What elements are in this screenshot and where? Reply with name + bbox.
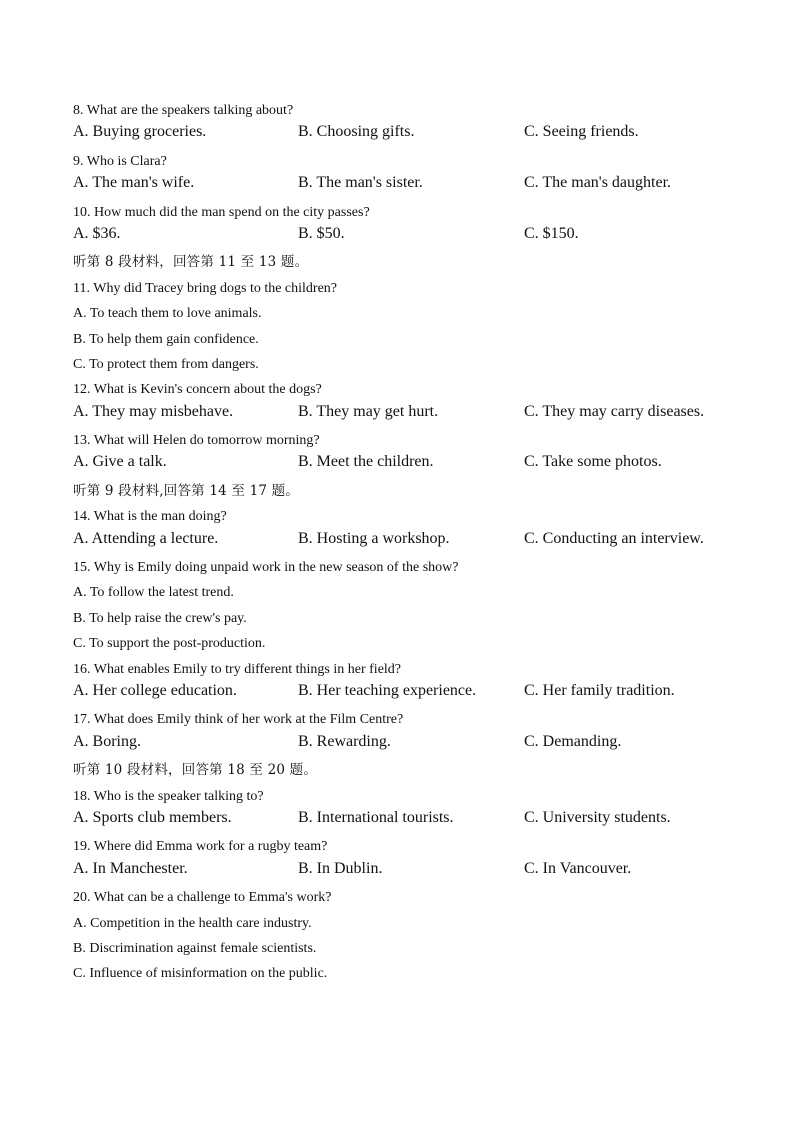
option-c: C. To protect them from dangers. [73, 356, 259, 372]
option-b: B. Choosing gifts. [298, 123, 415, 141]
options-row-q12 [73, 403, 753, 428]
option-c: C. Her family tradition. [524, 681, 675, 699]
option-b: B. Discrimination against female scientists. [73, 940, 317, 956]
options-row-q8 [73, 123, 753, 148]
section-header-9: 听第 9 段材料,回答第 14 至 17 题。 [73, 482, 300, 499]
question-10: 10. How much did the man spend on the city passes? [73, 204, 370, 220]
option-b: B. Hosting a workshop. [298, 529, 450, 547]
option-a: A. To follow the latest trend. [73, 585, 234, 601]
option-c: C. Conducting an interview. [524, 529, 704, 547]
options-row-q17 [73, 733, 753, 758]
option-c: C. $150. [524, 224, 579, 242]
section-header-10: 听第 10 段材料，回答第 18 至 20 题。 [73, 762, 318, 779]
option-b: B. To help them gain confidence. [73, 331, 259, 347]
option-c: C. Seeing friends. [524, 123, 639, 141]
option-c: C. To support the post-production. [73, 636, 266, 652]
question-20: 20. What can be a challenge to Emma's work? [73, 890, 332, 906]
question-16: 16. What enables Emily to try different things in her field? [73, 661, 402, 677]
option-b: B. To help raise the crew's pay. [73, 610, 247, 626]
option-b: B. Meet the children. [298, 453, 434, 471]
options-row-q14 [73, 530, 753, 555]
question-11: 11. Why did Tracey bring dogs to the children? [73, 280, 338, 296]
option-b: B. Her teaching experience. [298, 681, 477, 699]
option-a: A. Her college education. [73, 681, 237, 699]
option-a: A. In Manchester. [73, 859, 188, 877]
question-14: 14. What is the man doing? [73, 509, 227, 525]
option-a: A. Sports club members. [73, 808, 232, 826]
question-19: 19. Where did Emma work for a rugby team? [73, 839, 328, 855]
question-12: 12. What is Kevin's concern about the dogs? [73, 382, 322, 398]
question-17: 17. What does Emily think of her work at the Film Centre? [73, 712, 404, 728]
option-a: A. Boring. [73, 732, 141, 750]
option-b: B. International tourists. [298, 808, 454, 826]
options-row-q16 [73, 682, 753, 707]
option-a: A. Competition in the health care industry. [73, 915, 312, 931]
option-c: C. In Vancouver. [524, 859, 632, 877]
question-9: 9. Who is Clara? [73, 153, 167, 169]
option-c: C. Influence of misinformation on the public. [73, 966, 328, 982]
question-15: 15. Why is Emily doing unpaid work in the new season of the show? [73, 560, 459, 576]
option-a: A. Attending a lecture. [73, 529, 219, 547]
options-row-q13 [73, 453, 753, 478]
option-a: A. They may misbehave. [73, 402, 234, 420]
option-b: B. They may get hurt. [298, 402, 439, 420]
option-a: A. Buying groceries. [73, 123, 207, 141]
options-row-q10 [73, 225, 753, 250]
option-c: C. Demanding. [524, 732, 622, 750]
option-b: B. Rewarding. [298, 732, 391, 750]
options-row-q9 [73, 174, 753, 199]
option-a: A. To teach them to love animals. [73, 306, 262, 322]
option-b: B. The man's sister. [298, 174, 423, 192]
option-b: B. In Dublin. [298, 859, 383, 877]
option-c: C. The man's daughter. [524, 174, 672, 192]
question-13: 13. What will Helen do tomorrow morning? [73, 433, 320, 449]
option-b: B. $50. [298, 224, 345, 242]
exam-page [73, 98, 753, 987]
section-header-8: 听第 8 段材料，回答第 11 至 13 题。 [73, 254, 309, 271]
option-c: C. Take some photos. [524, 453, 662, 471]
option-a: A. The man's wife. [73, 174, 195, 192]
options-row-q19 [73, 860, 753, 885]
question-8: 8. What are the speakers talking about? [73, 103, 294, 118]
option-c: C. They may carry diseases. [524, 402, 705, 420]
option-c: C. University students. [524, 808, 671, 826]
question-18: 18. Who is the speaker talking to? [73, 788, 264, 804]
option-a: A. $36. [73, 224, 121, 242]
options-row-q18 [73, 809, 753, 834]
option-a: A. Give a talk. [73, 453, 167, 471]
